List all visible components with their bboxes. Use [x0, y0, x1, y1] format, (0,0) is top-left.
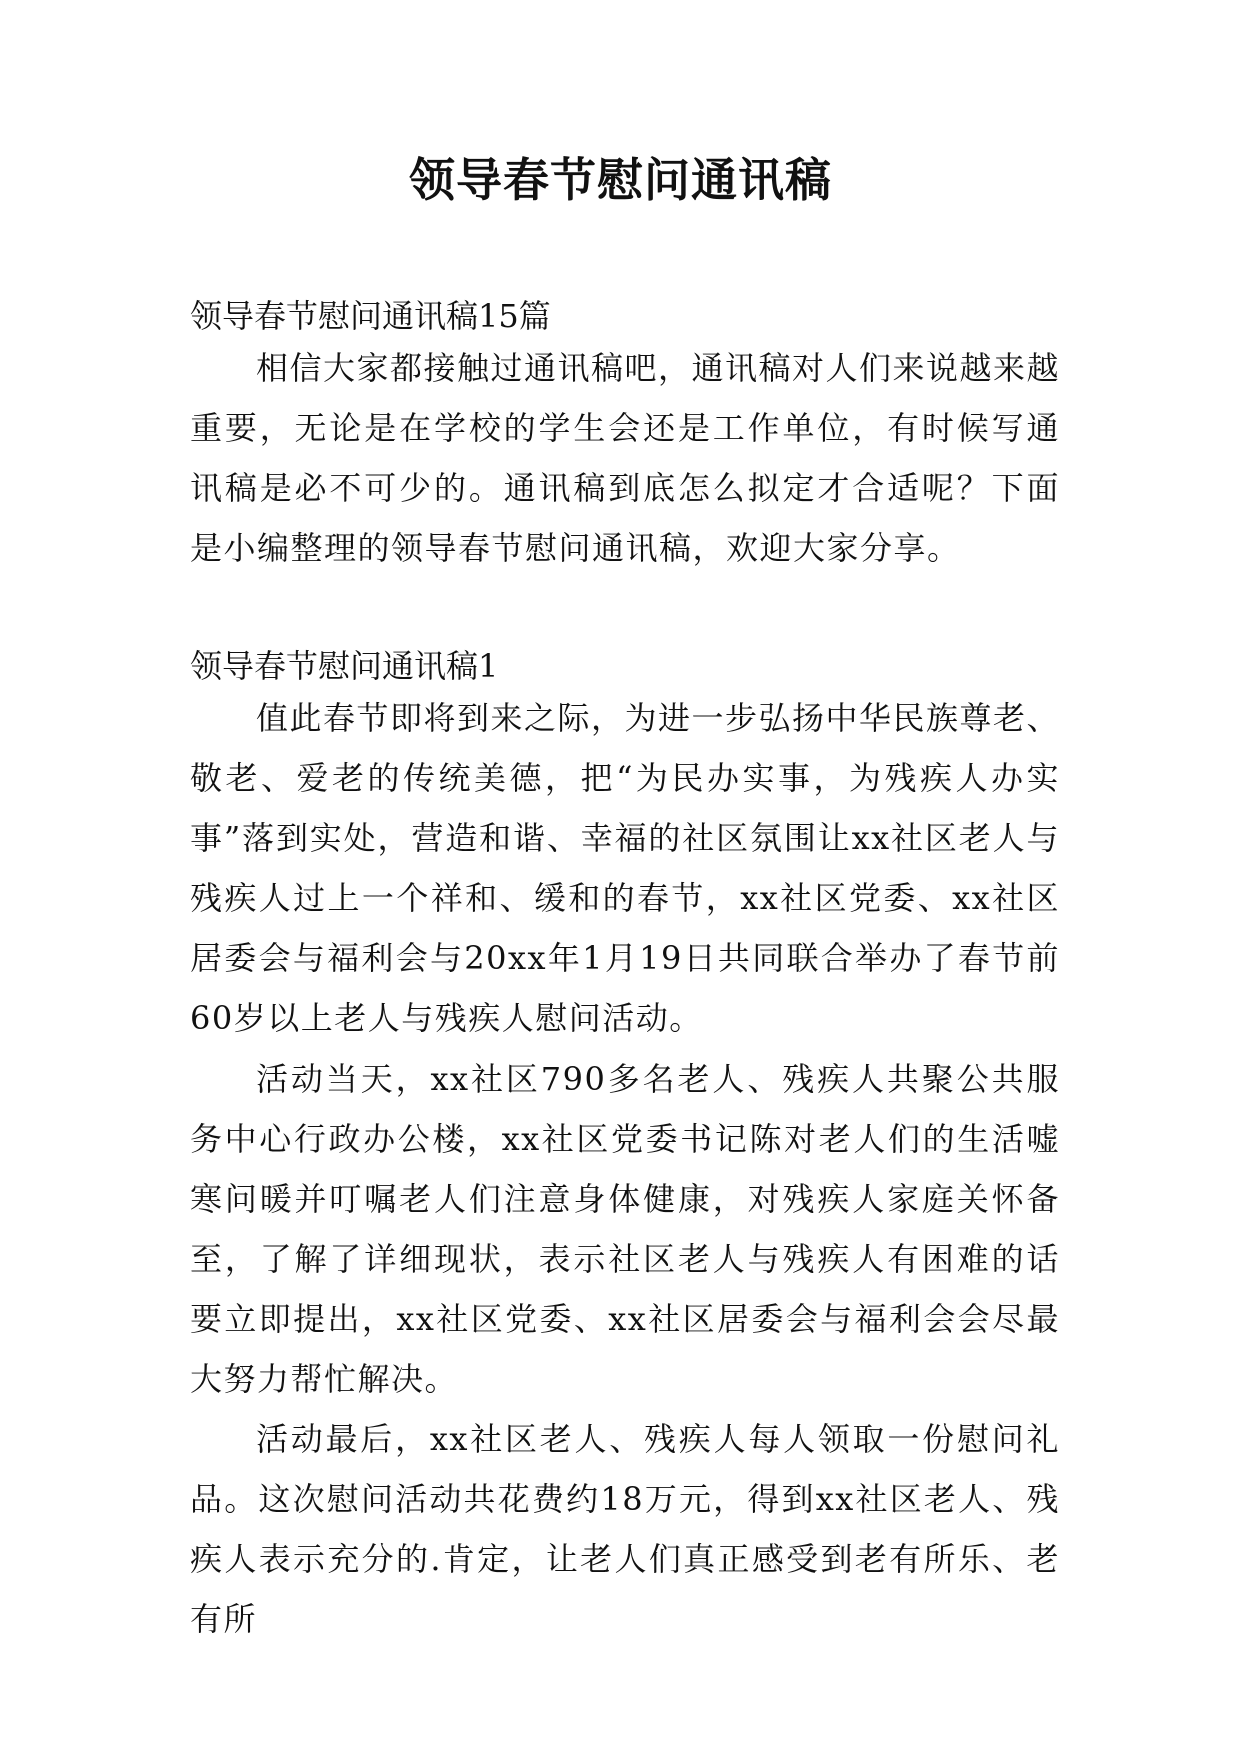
intro-section: [190, 338, 1060, 578]
article-paragraph-1: 值此春节即将到来之际，为进一步弘扬中华民族尊老、敬老、爱老的传统美德，把“为民办实事，为残疾人办实事”落到实处，营造和谐、幸福的社区氛围让xx社区老人与残疾人过上一个祥和、缓和的春节，xx社区党委、xx社区居委会与福利会与20xx年1月19日共同联合举办了春节前60岁以上老人与残疾人慰问活动。: [190, 699, 1061, 1037]
article-body: [190, 688, 1060, 1649]
article-paragraph-3: 活动最后，xx社区老人、残疾人每人领取一份慰问礼品。这次慰问活动共花费约18万元，得到xx社区老人、残疾人表示充分的.肯定，让老人们真正感受到老有所乐、老有所: [190, 1420, 1060, 1638]
section-heading: 领导春节慰问通讯稿1: [190, 647, 499, 685]
document-subtitle: 领导春节慰问通讯稿15篇: [190, 297, 551, 335]
article-paragraph-2: 活动当天，xx社区790多名老人、残疾人共聚公共服务中心行政办公楼，xx社区党委书记陈对老人们的生活嘘寒问暖并叮嘱老人们注意身体健康，对残疾人家庭关怀备至，了解了详细现状，表示社区老人与残疾人有困难的话要立即提出，xx社区党委、xx社区居委会与福利会会尽最大努力帮忙解决。: [190, 1060, 1060, 1398]
document-title: 领导春节慰问通讯稿: [409, 153, 832, 207]
intro-paragraph: 相信大家都接触过通讯稿吧，通讯稿对人们来说越来越重要，无论是在学校的学生会还是工作单位，有时候写通讯稿是必不可少的。通讯稿到底怎么拟定才合适呢？下面是小编整理的领导春节慰问通讯稿，欢迎大家分享。: [190, 349, 1061, 567]
